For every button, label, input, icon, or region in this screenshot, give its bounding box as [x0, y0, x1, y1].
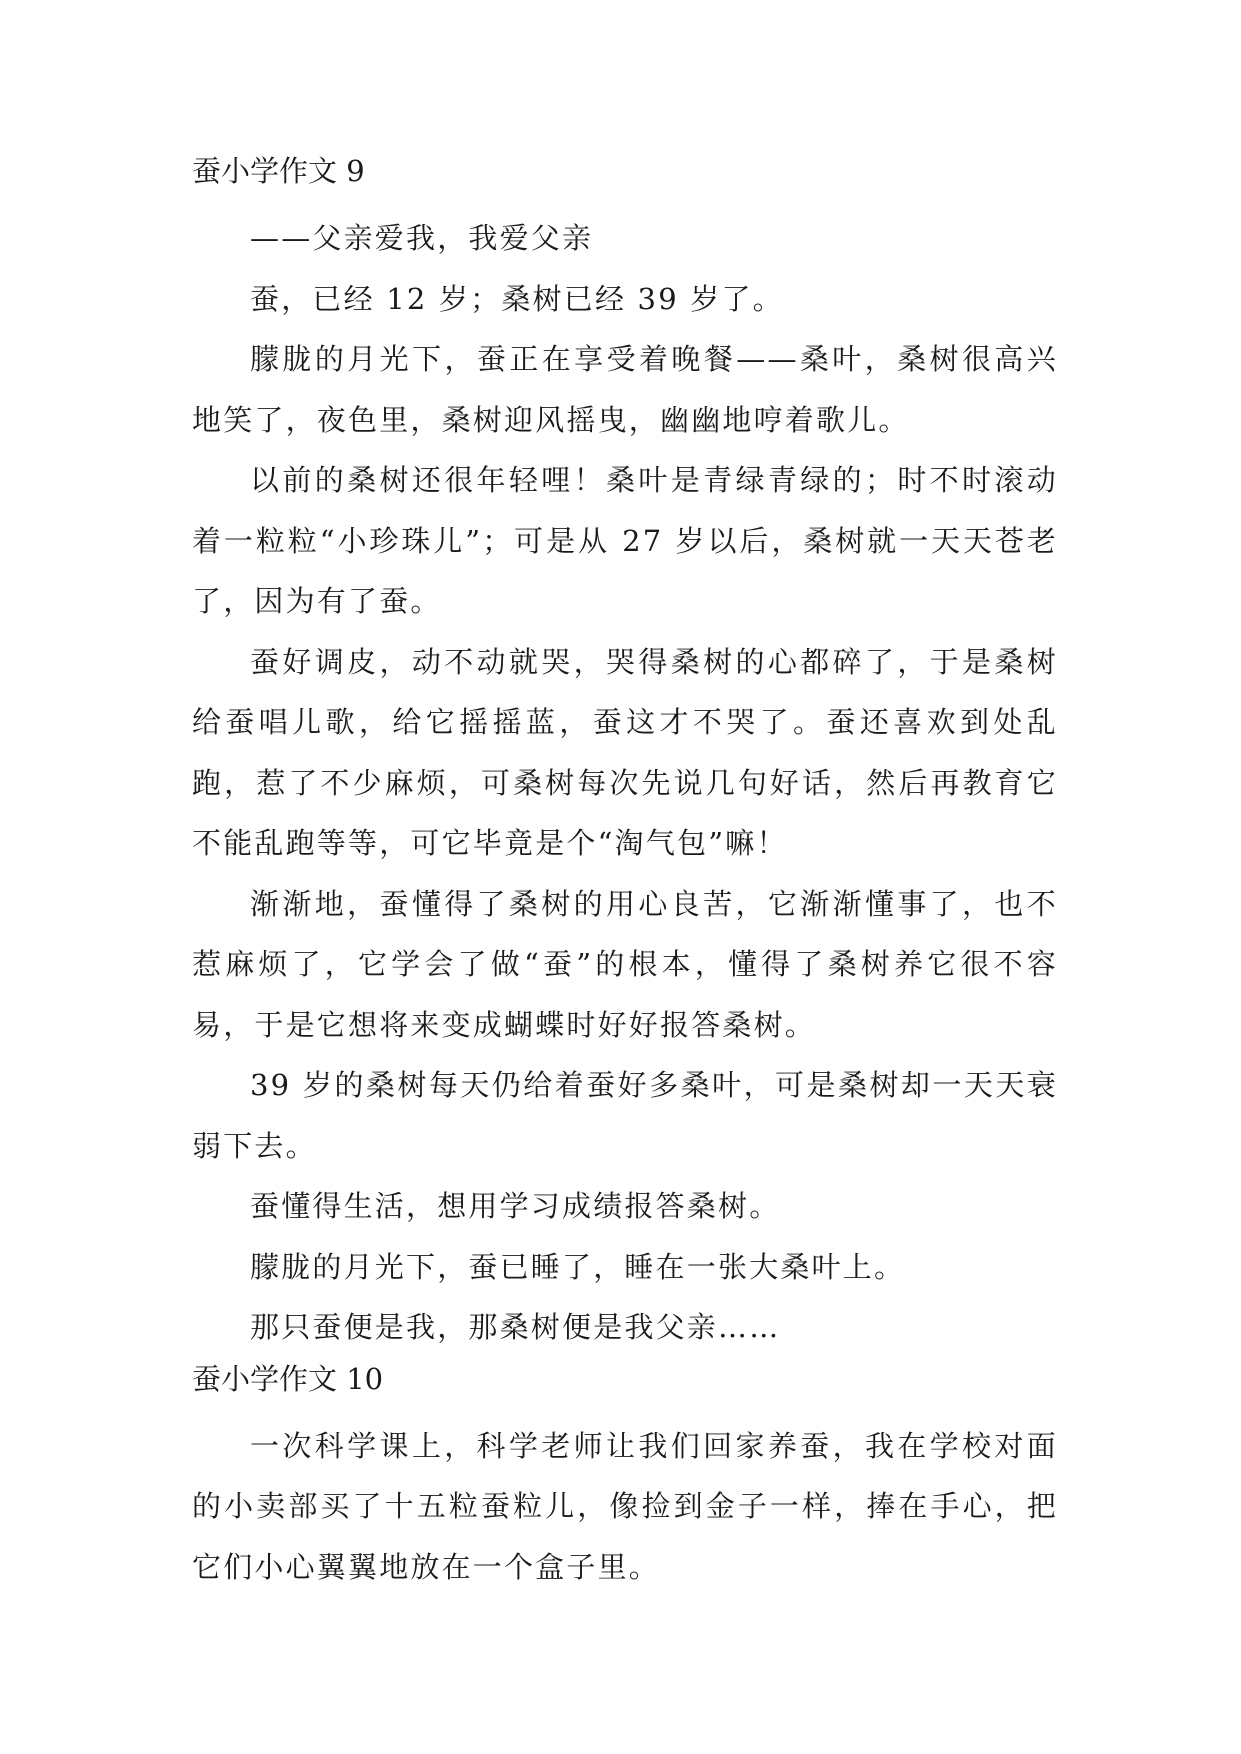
essay-10-paragraph: 一次科学课上，科学老师让我们回家养蚕，我在学校对面的小卖部买了十五粒蚕粒儿，像捡到金子一样，捧在手心，把它们小心翼翼地放在一个盒子里。 [192, 1428, 1058, 1584]
essay-9-paragraph: 朦胧的月光下，蚕已睡了，睡在一张大桑叶上。 [250, 1249, 906, 1284]
essay-9-paragraph: 那只蚕便是我，那桑树便是我父亲…… [250, 1310, 781, 1344]
document-page [192, 154, 1058, 1597]
essay-9-paragraph: 39 岁的桑树每天仍给着蚕好多桑叶，可是桑树却一天天衰弱下去。 [192, 1068, 1058, 1163]
essay-9-paragraph: 蚕，已经 12 岁；桑树已经 39 岁了。 [250, 281, 784, 316]
essay-9-paragraph: 渐渐地，蚕懂得了桑树的用心良苦，它渐渐懂事了，也不惹麻烦了，它学会了做“蚕”的根本，懂得了桑树养它很不容易，于是它想将来变成蝴蝶时好好报答桑树。 [192, 886, 1058, 1042]
essay-9-title: 蚕小学作文 9 [192, 154, 365, 188]
essay-9-paragraph: ——父亲爱我，我爱父亲 [250, 221, 594, 255]
essay-9-paragraph: 朦胧的月光下，蚕正在享受着晚餐——桑叶，桑树很高兴地笑了，夜色里，桑树迎风摇曳，幽幽地哼着歌儿。 [192, 342, 1058, 437]
essay-9-paragraph: 蚕懂得生活，想用学习成绩报答桑树。 [250, 1189, 781, 1223]
essay-9-paragraph: 蚕好调皮，动不动就哭，哭得桑树的心都碎了，于是桑树给蚕唱儿歌，给它摇摇蓝，蚕这才不哭了。蚕还喜欢到处乱跑，惹了不少麻烦，可桑树每次先说几句好话，然后再教育它不能乱跑等等，可它毕竟是个“淘气包”嘛！ [192, 644, 1058, 860]
essay-9-paragraph: 以前的桑树还很年轻哩！桑叶是青绿青绿的；时不时滚动着一粒粒“小珍珠儿”；可是从 27 岁以后，桑树就一天天苍老了，因为有了蚕。 [192, 463, 1058, 618]
essay-10-title: 蚕小学作文 10 [192, 1361, 384, 1396]
